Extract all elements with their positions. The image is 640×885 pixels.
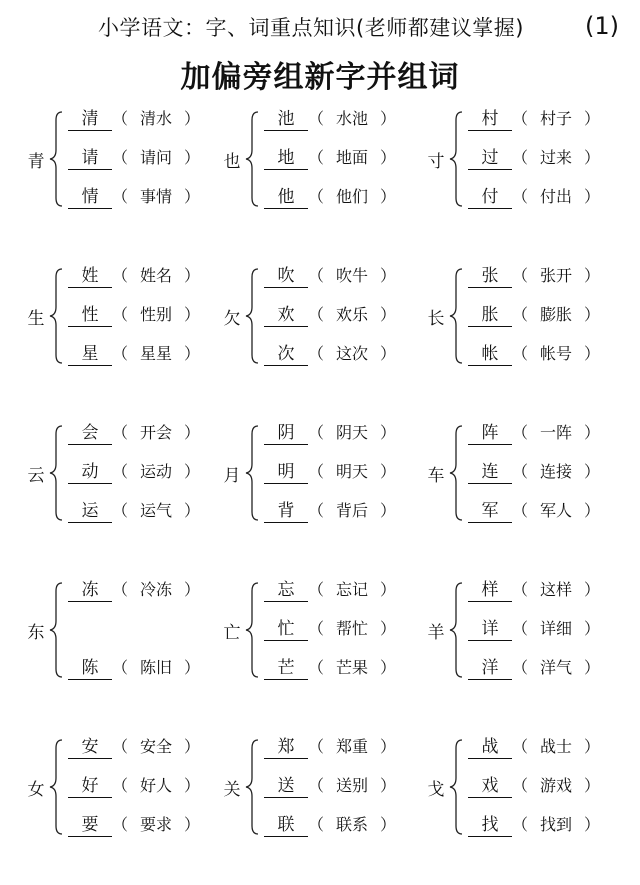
example-word: 事情 xyxy=(140,187,173,206)
open-paren: （ xyxy=(512,148,529,167)
example-word: 性别 xyxy=(140,305,173,324)
answer-char: 张 xyxy=(468,265,512,288)
answer-char: 会 xyxy=(68,422,112,445)
answer-char: 姓 xyxy=(68,265,112,288)
word-row xyxy=(264,420,396,446)
answer-char: 星 xyxy=(68,343,112,366)
example-word: 运动 xyxy=(140,462,173,481)
open-paren: （ xyxy=(112,737,129,756)
radical-char: 长 xyxy=(427,309,445,329)
word-row xyxy=(68,655,200,681)
example-word: 姓名 xyxy=(140,266,173,285)
open-paren: （ xyxy=(512,109,529,128)
open-paren: （ xyxy=(308,501,325,520)
open-paren: （ xyxy=(512,266,529,285)
example-word: 安全 xyxy=(140,737,173,756)
radical-char: 云 xyxy=(27,466,45,486)
word-row xyxy=(468,106,600,132)
brace-icon xyxy=(46,732,66,842)
open-paren: （ xyxy=(308,148,325,167)
example-word: 明天 xyxy=(336,462,369,481)
close-paren: ） xyxy=(584,501,601,520)
word-row xyxy=(264,459,396,485)
brace-icon xyxy=(242,104,262,214)
close-paren: ） xyxy=(584,109,601,128)
word-row xyxy=(264,616,396,642)
word-row xyxy=(468,773,600,799)
radical-char: 青 xyxy=(27,152,45,172)
open-paren: （ xyxy=(308,619,325,638)
answer-char: 请 xyxy=(68,147,112,170)
brace-icon xyxy=(46,104,66,214)
brace-icon xyxy=(242,261,262,371)
open-paren: （ xyxy=(308,266,325,285)
brace-icon xyxy=(446,732,466,842)
open-paren: （ xyxy=(512,344,529,363)
close-paren: ） xyxy=(380,776,397,795)
brace-icon xyxy=(46,418,66,528)
radical-group xyxy=(222,261,422,371)
open-paren: （ xyxy=(512,658,529,677)
answer-char: 阵 xyxy=(468,422,512,445)
radical-group xyxy=(426,575,626,685)
open-paren: （ xyxy=(112,109,129,128)
word-row xyxy=(468,263,600,289)
example-word: 欢乐 xyxy=(336,305,369,324)
word-row xyxy=(68,302,200,328)
brace-icon xyxy=(46,575,66,685)
radical-group xyxy=(26,575,226,685)
answer-char: 找 xyxy=(468,814,512,837)
close-paren: ） xyxy=(584,815,601,834)
word-row xyxy=(468,577,600,603)
close-paren: ） xyxy=(184,658,201,677)
open-paren: （ xyxy=(112,423,129,442)
close-paren: ） xyxy=(184,305,201,324)
answer-char: 战 xyxy=(468,736,512,759)
open-paren: （ xyxy=(512,737,529,756)
radical-char: 欠 xyxy=(223,309,241,329)
example-word: 要求 xyxy=(140,815,173,834)
answer-char: 村 xyxy=(468,108,512,131)
open-paren: （ xyxy=(308,737,325,756)
example-word: 连接 xyxy=(540,462,573,481)
word-row xyxy=(468,734,600,760)
example-word: 好人 xyxy=(140,776,173,795)
open-paren: （ xyxy=(308,187,325,206)
example-word: 过来 xyxy=(540,148,573,167)
radical-char: 也 xyxy=(223,152,241,172)
answer-char: 洋 xyxy=(468,657,512,680)
answer-char: 过 xyxy=(468,147,512,170)
word-row xyxy=(468,420,600,446)
close-paren: ） xyxy=(184,344,201,363)
close-paren: ） xyxy=(584,266,601,285)
brace-icon xyxy=(242,418,262,528)
close-paren: ） xyxy=(184,737,201,756)
close-paren: ） xyxy=(184,815,201,834)
close-paren: ） xyxy=(584,423,601,442)
answer-char: 忘 xyxy=(264,579,308,602)
example-word: 水池 xyxy=(336,109,369,128)
word-row xyxy=(68,734,200,760)
brace-icon xyxy=(242,732,262,842)
close-paren: ） xyxy=(584,344,601,363)
open-paren: （ xyxy=(308,423,325,442)
word-row xyxy=(264,498,396,524)
close-paren: ） xyxy=(584,737,601,756)
radical-group xyxy=(26,104,226,214)
brace-icon xyxy=(446,575,466,685)
open-paren: （ xyxy=(308,776,325,795)
word-row xyxy=(264,812,396,838)
example-word: 洋气 xyxy=(540,658,573,677)
radical-char: 女 xyxy=(27,780,45,800)
example-word: 游戏 xyxy=(540,776,573,795)
word-row xyxy=(68,106,200,132)
word-row xyxy=(264,263,396,289)
close-paren: ） xyxy=(380,148,397,167)
example-word: 战士 xyxy=(540,737,573,756)
example-word: 地面 xyxy=(336,148,369,167)
close-paren: ） xyxy=(380,344,397,363)
answer-char: 冻 xyxy=(68,579,112,602)
radical-char: 关 xyxy=(223,780,241,800)
answer-char: 连 xyxy=(468,461,512,484)
example-word: 背后 xyxy=(336,501,369,520)
close-paren: ） xyxy=(380,109,397,128)
answer-char: 忙 xyxy=(264,618,308,641)
word-row xyxy=(264,145,396,171)
answer-char: 详 xyxy=(468,618,512,641)
answer-char: 吹 xyxy=(264,265,308,288)
word-row xyxy=(264,341,396,367)
open-paren: （ xyxy=(112,501,129,520)
word-row xyxy=(468,812,600,838)
open-paren: （ xyxy=(512,423,529,442)
close-paren: ） xyxy=(184,148,201,167)
close-paren: ） xyxy=(380,305,397,324)
answer-char: 芒 xyxy=(264,657,308,680)
example-word: 他们 xyxy=(336,187,369,206)
radical-char: 戈 xyxy=(427,780,445,800)
word-row xyxy=(264,734,396,760)
word-row xyxy=(468,459,600,485)
word-row xyxy=(468,145,600,171)
example-word: 开会 xyxy=(140,423,173,442)
answer-char: 明 xyxy=(264,461,308,484)
close-paren: ） xyxy=(184,266,201,285)
answer-char: 军 xyxy=(468,500,512,523)
radical-group xyxy=(26,261,226,371)
example-word: 清水 xyxy=(140,109,173,128)
open-paren: （ xyxy=(512,462,529,481)
open-paren: （ xyxy=(112,305,129,324)
close-paren: ） xyxy=(584,580,601,599)
radical-group xyxy=(222,575,422,685)
open-paren: （ xyxy=(112,344,129,363)
close-paren: ） xyxy=(380,187,397,206)
close-paren: ） xyxy=(380,423,397,442)
radical-group xyxy=(26,418,226,528)
open-paren: （ xyxy=(512,187,529,206)
answer-char: 联 xyxy=(264,814,308,837)
radical-char: 羊 xyxy=(427,623,445,643)
word-row xyxy=(264,577,396,603)
page-title: 加偏旁组新字并组词 xyxy=(180,60,460,95)
radical-char: 车 xyxy=(427,466,445,486)
word-row xyxy=(468,341,600,367)
open-paren: （ xyxy=(112,462,129,481)
answer-char: 要 xyxy=(68,814,112,837)
answer-char: 样 xyxy=(468,579,512,602)
example-word: 吹牛 xyxy=(336,266,369,285)
close-paren: ） xyxy=(380,266,397,285)
answer-char: 阴 xyxy=(264,422,308,445)
open-paren: （ xyxy=(308,658,325,677)
word-row xyxy=(68,773,200,799)
open-paren: （ xyxy=(308,815,325,834)
close-paren: ） xyxy=(184,776,201,795)
example-word: 找到 xyxy=(540,815,573,834)
word-row xyxy=(68,184,200,210)
close-paren: ） xyxy=(380,658,397,677)
example-word: 冷冻 xyxy=(140,580,173,599)
open-paren: （ xyxy=(512,776,529,795)
open-paren: （ xyxy=(112,815,129,834)
example-word: 阴天 xyxy=(336,423,369,442)
close-paren: ） xyxy=(184,580,201,599)
word-row xyxy=(468,302,600,328)
word-row xyxy=(68,263,200,289)
word-row xyxy=(264,106,396,132)
word-row xyxy=(68,498,200,524)
radical-char: 生 xyxy=(27,309,45,329)
example-word: 芒果 xyxy=(336,658,369,677)
close-paren: ） xyxy=(584,187,601,206)
example-word: 联系 xyxy=(336,815,369,834)
radical-group xyxy=(26,732,226,842)
answer-char: 次 xyxy=(264,343,308,366)
example-word: 陈旧 xyxy=(140,658,173,677)
word-row xyxy=(68,459,200,485)
open-paren: （ xyxy=(112,776,129,795)
example-word: 膨胀 xyxy=(540,305,573,324)
open-paren: （ xyxy=(308,462,325,481)
answer-char: 帐 xyxy=(468,343,512,366)
example-word: 运气 xyxy=(140,501,173,520)
word-row xyxy=(68,341,200,367)
answer-char: 运 xyxy=(68,500,112,523)
close-paren: ） xyxy=(380,462,397,481)
open-paren: （ xyxy=(308,580,325,599)
brace-icon xyxy=(446,418,466,528)
close-paren: ） xyxy=(380,580,397,599)
open-paren: （ xyxy=(512,305,529,324)
example-word: 请问 xyxy=(140,148,173,167)
example-word: 这样 xyxy=(540,580,573,599)
word-row xyxy=(468,184,600,210)
radical-char: 寸 xyxy=(427,152,445,172)
radical-group xyxy=(426,418,626,528)
brace-icon xyxy=(446,104,466,214)
open-paren: （ xyxy=(112,658,129,677)
radical-group xyxy=(426,104,626,214)
page-number: (1) xyxy=(585,12,619,40)
answer-char: 性 xyxy=(68,304,112,327)
open-paren: （ xyxy=(112,580,129,599)
answer-char: 戏 xyxy=(468,775,512,798)
open-paren: （ xyxy=(512,619,529,638)
close-paren: ） xyxy=(380,815,397,834)
radical-group xyxy=(426,732,626,842)
close-paren: ） xyxy=(184,423,201,442)
example-word: 详细 xyxy=(540,619,573,638)
answer-char: 他 xyxy=(264,186,308,209)
word-row xyxy=(68,577,200,603)
word-row xyxy=(264,302,396,328)
word-row xyxy=(264,655,396,681)
close-paren: ） xyxy=(584,776,601,795)
open-paren: （ xyxy=(308,305,325,324)
answer-char: 清 xyxy=(68,108,112,131)
example-word: 郑重 xyxy=(336,737,369,756)
brace-icon xyxy=(446,261,466,371)
close-paren: ） xyxy=(380,501,397,520)
close-paren: ） xyxy=(184,462,201,481)
radical-char: 月 xyxy=(223,466,241,486)
answer-char: 安 xyxy=(68,736,112,759)
answer-char: 情 xyxy=(68,186,112,209)
answer-char: 陈 xyxy=(68,657,112,680)
close-paren: ） xyxy=(584,658,601,677)
close-paren: ） xyxy=(184,501,201,520)
close-paren: ） xyxy=(380,619,397,638)
answer-char: 欢 xyxy=(264,304,308,327)
close-paren: ） xyxy=(184,187,201,206)
example-word: 星星 xyxy=(140,344,173,363)
open-paren: （ xyxy=(308,109,325,128)
word-row xyxy=(468,655,600,681)
word-row xyxy=(68,812,200,838)
open-paren: （ xyxy=(112,148,129,167)
example-word: 帮忙 xyxy=(336,619,369,638)
close-paren: ） xyxy=(584,305,601,324)
example-word: 这次 xyxy=(336,344,369,363)
example-word: 帐号 xyxy=(540,344,573,363)
answer-char: 背 xyxy=(264,500,308,523)
open-paren: （ xyxy=(512,501,529,520)
example-word: 付出 xyxy=(540,187,573,206)
word-row xyxy=(68,420,200,446)
radical-char: 亡 xyxy=(223,623,241,643)
word-row xyxy=(468,498,600,524)
word-row xyxy=(468,616,600,642)
open-paren: （ xyxy=(512,815,529,834)
radical-char: 东 xyxy=(27,623,45,643)
close-paren: ） xyxy=(584,148,601,167)
example-word: 忘记 xyxy=(336,580,369,599)
example-word: 军人 xyxy=(540,501,573,520)
radical-group xyxy=(222,104,422,214)
close-paren: ） xyxy=(380,737,397,756)
answer-char: 付 xyxy=(468,186,512,209)
answer-char: 送 xyxy=(264,775,308,798)
example-word: 张开 xyxy=(540,266,573,285)
answer-char: 地 xyxy=(264,147,308,170)
word-row xyxy=(68,145,200,171)
close-paren: ） xyxy=(584,462,601,481)
answer-char: 郑 xyxy=(264,736,308,759)
radical-group xyxy=(426,261,626,371)
close-paren: ） xyxy=(584,619,601,638)
example-word: 送别 xyxy=(336,776,369,795)
open-paren: （ xyxy=(112,266,129,285)
answer-char: 池 xyxy=(264,108,308,131)
example-word: 村子 xyxy=(540,109,573,128)
radical-group xyxy=(222,732,422,842)
word-row xyxy=(264,773,396,799)
radical-group xyxy=(222,418,422,528)
word-row xyxy=(264,184,396,210)
answer-char: 胀 xyxy=(468,304,512,327)
example-word: 一阵 xyxy=(540,423,573,442)
open-paren: （ xyxy=(112,187,129,206)
close-paren: ） xyxy=(184,109,201,128)
open-paren: （ xyxy=(308,344,325,363)
open-paren: （ xyxy=(512,580,529,599)
answer-char: 好 xyxy=(68,775,112,798)
answer-char: 动 xyxy=(68,461,112,484)
page-subtitle: 小学语文：字、词重点知识(老师都建议掌握) xyxy=(98,16,524,40)
brace-icon xyxy=(242,575,262,685)
brace-icon xyxy=(46,261,66,371)
